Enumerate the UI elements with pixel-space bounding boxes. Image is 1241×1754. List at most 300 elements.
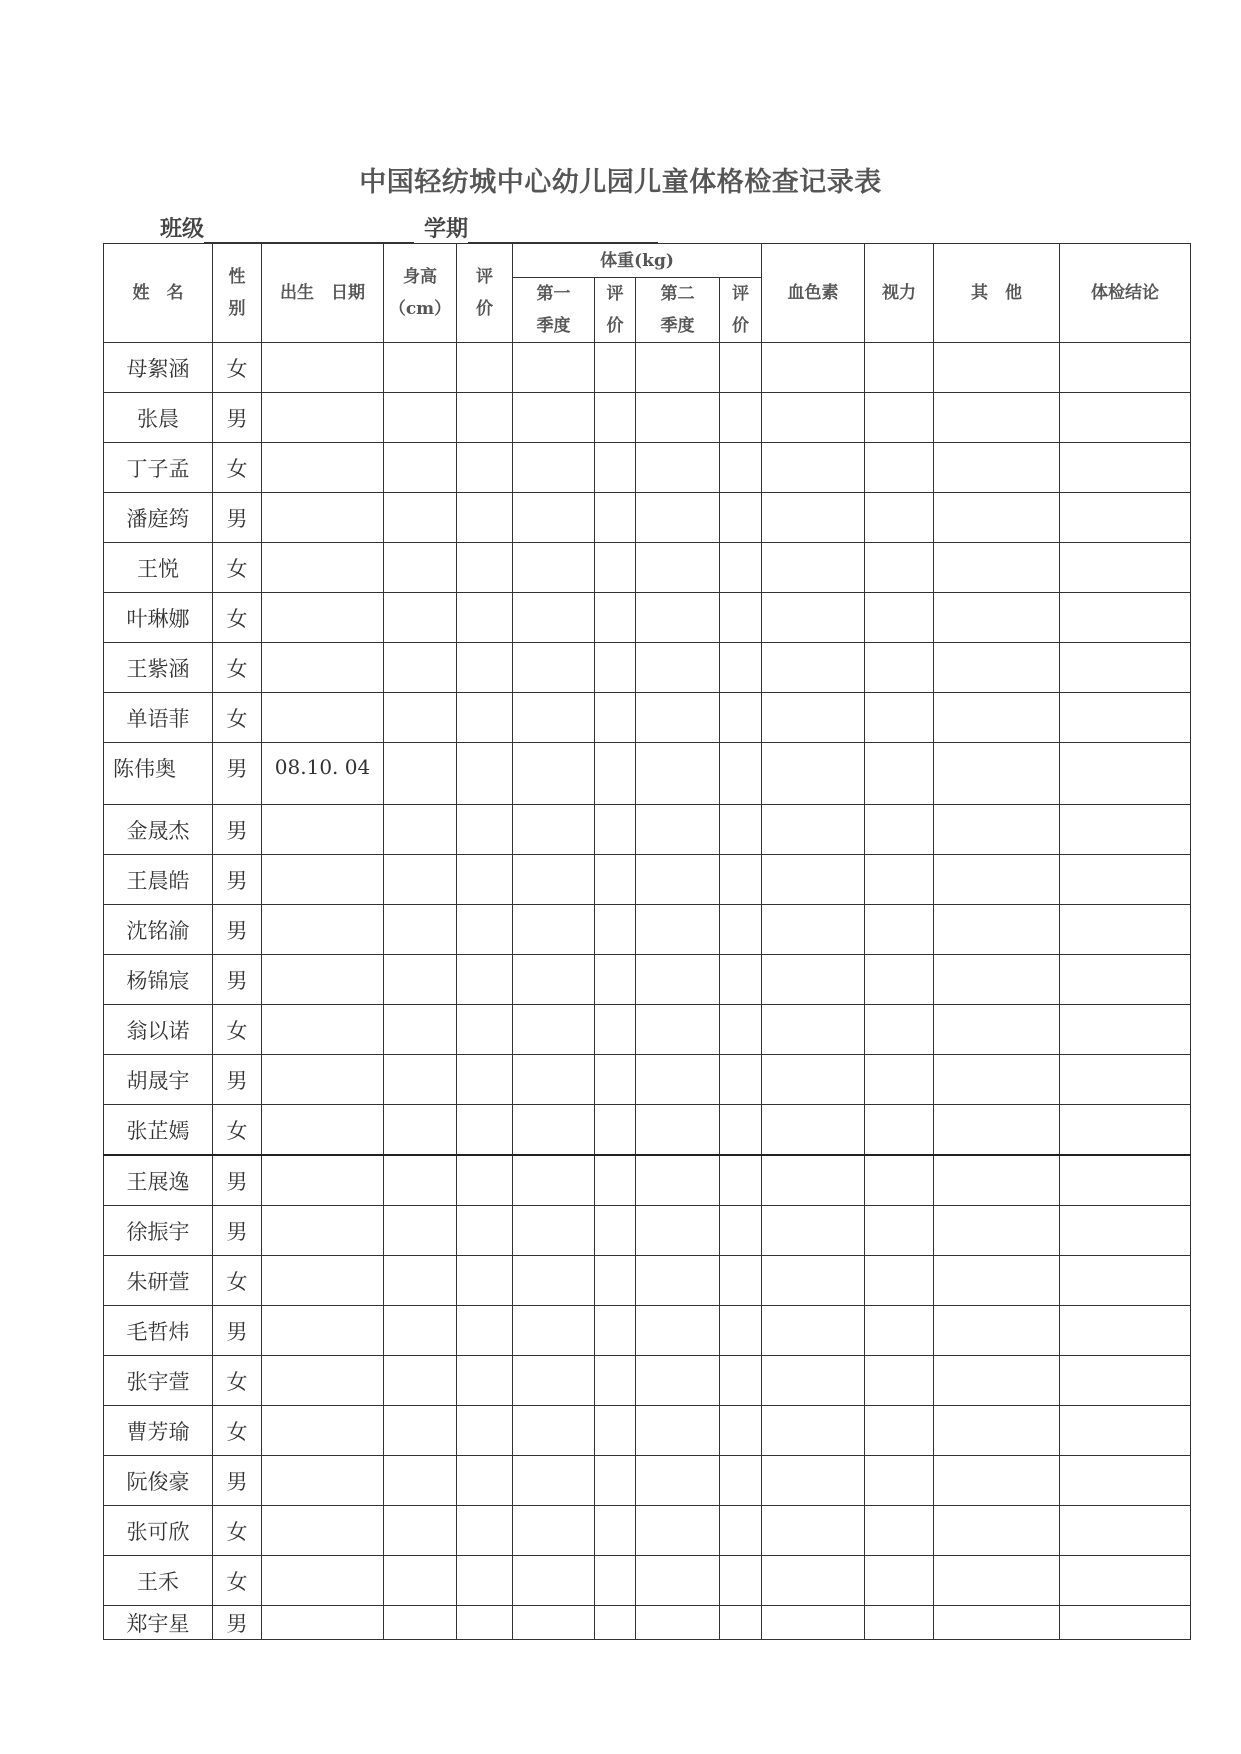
conclusion-cell[interactable] [1060,543,1191,593]
conclusion-cell[interactable] [1060,855,1191,905]
height-eval-cell[interactable] [457,1005,513,1055]
conclusion-cell[interactable] [1060,493,1191,543]
weight-q2-eval-cell[interactable] [720,493,762,543]
weight-q1-eval-cell[interactable] [595,905,636,955]
birth-date-cell[interactable] [262,593,384,643]
table-row [104,443,1191,493]
vision-cell[interactable] [865,1055,934,1105]
weight-q1-eval-cell[interactable] [595,593,636,643]
weight-q2-eval-cell[interactable] [720,643,762,693]
hemoglobin-cell[interactable] [762,805,865,855]
weight-q2-cell[interactable] [636,1606,720,1640]
conclusion-cell[interactable] [1060,1256,1191,1306]
weight-q1-eval-cell[interactable] [595,805,636,855]
weight-q2-cell[interactable] [636,1356,720,1406]
weight-q2-eval-cell[interactable] [720,1556,762,1606]
height-eval-cell[interactable] [457,1155,513,1206]
weight-q2-eval-cell[interactable] [720,1606,762,1640]
weight-q2-eval-cell[interactable] [720,693,762,743]
conclusion-cell[interactable] [1060,693,1191,743]
birth-date-cell[interactable] [262,1105,384,1156]
weight-q2-eval-cell[interactable] [720,593,762,643]
height-cell[interactable] [384,905,457,955]
other-cell[interactable] [934,1005,1060,1055]
weight-q2-cell[interactable] [636,805,720,855]
weight-q2-cell[interactable] [636,1005,720,1055]
student-gender: 女 [213,1556,262,1606]
height-cell[interactable] [384,1556,457,1606]
other-cell[interactable] [934,1606,1060,1640]
hemoglobin-cell[interactable] [762,593,865,643]
birth-date-cell[interactable] [262,1055,384,1105]
weight-q1-cell[interactable] [513,855,595,905]
height-eval-cell[interactable] [457,1256,513,1306]
weight-q1-eval-cell[interactable] [595,1606,636,1640]
height-eval-cell[interactable] [457,543,513,593]
vision-cell[interactable] [865,1556,934,1606]
height-cell[interactable] [384,1406,457,1456]
other-cell[interactable] [934,955,1060,1005]
birth-date-cell[interactable] [262,493,384,543]
other-cell[interactable] [934,593,1060,643]
other-cell[interactable] [934,1105,1060,1156]
birth-date-cell[interactable] [262,1406,384,1456]
hemoglobin-cell[interactable] [762,343,865,393]
conclusion-cell[interactable] [1060,1406,1191,1456]
height-cell[interactable] [384,955,457,1005]
height-eval-cell[interactable] [457,443,513,493]
weight-q1-cell[interactable] [513,343,595,393]
height-cell[interactable] [384,343,457,393]
height-cell[interactable] [384,493,457,543]
table-row [104,805,1191,855]
hemoglobin-cell[interactable] [762,1356,865,1406]
conclusion-cell[interactable] [1060,1606,1191,1640]
vision-cell[interactable] [865,443,934,493]
weight-q1-cell[interactable] [513,1256,595,1306]
other-cell[interactable] [934,805,1060,855]
weight-q1-eval-cell[interactable] [595,1356,636,1406]
height-cell[interactable] [384,1206,457,1256]
weight-q2-cell[interactable] [636,443,720,493]
weight-q2-cell[interactable] [636,543,720,593]
vision-cell[interactable] [865,743,934,805]
other-cell[interactable] [934,1256,1060,1306]
birth-date-cell[interactable] [262,343,384,393]
height-eval-cell[interactable] [457,343,513,393]
weight-q2-cell[interactable] [636,1055,720,1105]
height-eval-cell[interactable] [457,1356,513,1406]
weight-q1-cell[interactable] [513,955,595,1005]
height-cell[interactable] [384,1456,457,1506]
birth-date-cell[interactable] [262,1206,384,1256]
weight-q1-cell[interactable] [513,905,595,955]
height-cell[interactable] [384,1506,457,1556]
birth-date-cell[interactable] [262,1556,384,1606]
weight-q1-eval-cell[interactable] [595,1155,636,1206]
height-eval-cell[interactable] [457,643,513,693]
hemoglobin-cell[interactable] [762,905,865,955]
weight-q2-eval-cell[interactable] [720,1306,762,1356]
weight-q2-eval-cell[interactable] [720,393,762,443]
weight-q1-cell[interactable] [513,543,595,593]
weight-q1-cell[interactable] [513,1506,595,1556]
hemoglobin-cell[interactable] [762,743,865,805]
height-eval-cell[interactable] [457,1556,513,1606]
conclusion-cell[interactable] [1060,1105,1191,1156]
weight-q1-cell[interactable] [513,805,595,855]
hemoglobin-cell[interactable] [762,643,865,693]
weight-q1-eval-cell[interactable] [595,1206,636,1256]
vision-cell[interactable] [865,1256,934,1306]
hemoglobin-cell[interactable] [762,693,865,743]
hemoglobin-cell[interactable] [762,1556,865,1606]
conclusion-cell[interactable] [1060,955,1191,1005]
weight-q2-cell[interactable] [636,1406,720,1456]
height-eval-cell[interactable] [457,805,513,855]
weight-q1-eval-cell[interactable] [595,1506,636,1556]
weight-q1-cell[interactable] [513,1105,595,1156]
height-cell[interactable] [384,543,457,593]
birth-date-cell[interactable] [262,1506,384,1556]
weight-q1-eval-cell[interactable] [595,1556,636,1606]
term-field[interactable] [468,216,658,243]
weight-q1-cell[interactable] [513,1556,595,1606]
height-eval-cell[interactable] [457,693,513,743]
weight-q1-cell[interactable] [513,693,595,743]
height-eval-cell[interactable] [457,1055,513,1105]
student-gender: 女 [213,543,262,593]
vision-cell[interactable] [865,1606,934,1640]
weight-q1-cell[interactable] [513,443,595,493]
height-cell[interactable] [384,1606,457,1640]
weight-q2-eval-cell[interactable] [720,955,762,1005]
weight-q1-eval-cell[interactable] [595,1005,636,1055]
header-other: 其 他 [934,244,1060,343]
weight-q2-cell[interactable] [636,1456,720,1506]
vision-cell[interactable] [865,593,934,643]
other-cell[interactable] [934,1456,1060,1506]
birth-date-cell[interactable] [262,1456,384,1506]
other-cell[interactable] [934,693,1060,743]
weight-q2-eval-cell[interactable] [720,1005,762,1055]
height-eval-cell[interactable] [457,1506,513,1556]
vision-cell[interactable] [865,493,934,543]
birth-date-cell[interactable] [262,1306,384,1356]
weight-q1-eval-cell[interactable] [595,955,636,1005]
height-eval-cell[interactable] [457,393,513,443]
conclusion-cell[interactable] [1060,1206,1191,1256]
weight-q2-eval-cell[interactable] [720,905,762,955]
weight-q2-eval-cell[interactable] [720,1155,762,1206]
weight-q2-eval-cell[interactable] [720,543,762,593]
birth-date-cell[interactable] [262,855,384,905]
weight-q1-eval-cell[interactable] [595,1456,636,1506]
other-cell[interactable] [934,1155,1060,1206]
weight-q2-cell[interactable] [636,743,720,805]
birth-date-cell[interactable]: 08.10. 04 [262,743,384,805]
other-cell[interactable] [934,643,1060,693]
vision-cell[interactable] [865,1306,934,1356]
vision-cell[interactable] [865,693,934,743]
table-row [104,1606,1191,1640]
hemoglobin-cell[interactable] [762,493,865,543]
weight-q1-eval-cell[interactable] [595,393,636,443]
weight-q2-eval-cell[interactable] [720,1105,762,1156]
hemoglobin-cell[interactable] [762,1306,865,1356]
conclusion-cell[interactable] [1060,593,1191,643]
height-eval-cell[interactable] [457,1406,513,1456]
conclusion-cell[interactable] [1060,1356,1191,1406]
height-eval-cell[interactable] [457,955,513,1005]
vision-cell[interactable] [865,643,934,693]
weight-q1-eval-cell[interactable] [595,643,636,693]
header-gender-top: 性 [228,267,246,287]
conclusion-cell[interactable] [1060,1005,1191,1055]
weight-q1-eval-cell[interactable] [595,1105,636,1156]
birth-date-cell[interactable] [262,955,384,1005]
weight-q1-eval-cell[interactable] [595,1406,636,1456]
other-cell[interactable] [934,743,1060,805]
birth-date-cell[interactable] [262,1256,384,1306]
birth-date-cell[interactable] [262,543,384,593]
conclusion-cell[interactable] [1060,443,1191,493]
weight-q1-eval-cell[interactable] [595,443,636,493]
weight-q2-cell[interactable] [636,1256,720,1306]
hemoglobin-cell[interactable] [762,543,865,593]
other-cell[interactable] [934,393,1060,443]
height-cell[interactable] [384,1256,457,1306]
weight-q2-cell[interactable] [636,1206,720,1256]
height-cell[interactable] [384,643,457,693]
other-cell[interactable] [934,1206,1060,1256]
weight-q1-cell[interactable] [513,1005,595,1055]
other-cell[interactable] [934,443,1060,493]
height-cell[interactable] [384,743,457,805]
birth-date-cell[interactable] [262,443,384,493]
conclusion-cell[interactable] [1060,743,1191,805]
birth-date-cell[interactable] [262,805,384,855]
weight-q2-eval-cell[interactable] [720,1406,762,1456]
weight-q2-cell[interactable] [636,693,720,743]
other-cell[interactable] [934,1055,1060,1105]
vision-cell[interactable] [865,1406,934,1456]
hemoglobin-cell[interactable] [762,1055,865,1105]
hemoglobin-cell[interactable] [762,1506,865,1556]
weight-q2-eval-cell[interactable] [720,1506,762,1556]
conclusion-cell[interactable] [1060,905,1191,955]
vision-cell[interactable] [865,1105,934,1156]
height-cell[interactable] [384,1306,457,1356]
vision-cell[interactable] [865,1155,934,1206]
weight-q2-cell[interactable] [636,643,720,693]
hemoglobin-cell[interactable] [762,1206,865,1256]
weight-q2-cell[interactable] [636,493,720,543]
other-cell[interactable] [934,1356,1060,1406]
weight-q2-cell[interactable] [636,1556,720,1606]
weight-q2-eval-cell[interactable] [720,1055,762,1105]
weight-q1-cell[interactable] [513,743,595,805]
height-eval-cell[interactable] [457,1456,513,1506]
height-cell[interactable] [384,1155,457,1206]
vision-cell[interactable] [865,955,934,1005]
other-cell[interactable] [934,343,1060,393]
height-cell[interactable] [384,1055,457,1105]
birth-date-cell[interactable] [262,1356,384,1406]
weight-q1-eval-cell[interactable] [595,343,636,393]
conclusion-cell[interactable] [1060,1556,1191,1606]
height-cell[interactable] [384,693,457,743]
header-hemoglobin: 血色素 [762,244,865,343]
weight-q1-cell[interactable] [513,393,595,443]
weight-q2-cell[interactable] [636,1105,720,1156]
hemoglobin-cell[interactable] [762,1005,865,1055]
birth-date-cell[interactable] [262,393,384,443]
weight-q2-cell[interactable] [636,905,720,955]
weight-q2-eval-cell[interactable] [720,1256,762,1306]
height-eval-cell[interactable] [457,905,513,955]
weight-q2-cell[interactable] [636,1306,720,1356]
conclusion-cell[interactable] [1060,1055,1191,1105]
height-eval-cell[interactable] [457,593,513,643]
birth-date-cell[interactable] [262,693,384,743]
weight-q2-cell[interactable] [636,593,720,643]
height-eval-cell[interactable] [457,855,513,905]
height-cell[interactable] [384,855,457,905]
height-cell[interactable] [384,393,457,443]
hemoglobin-cell[interactable] [762,1105,865,1156]
other-cell[interactable] [934,1306,1060,1356]
weight-q2-eval-cell[interactable] [720,1206,762,1256]
hemoglobin-cell[interactable] [762,1406,865,1456]
height-eval-cell[interactable] [457,1606,513,1640]
weight-q1-cell[interactable] [513,1155,595,1206]
table-row [104,1506,1191,1556]
height-cell[interactable] [384,1005,457,1055]
height-cell[interactable] [384,805,457,855]
birth-date-cell[interactable] [262,1005,384,1055]
weight-q2-cell[interactable] [636,1506,720,1556]
table-row [104,393,1191,443]
hemoglobin-cell[interactable] [762,443,865,493]
birth-date-cell[interactable] [262,1155,384,1206]
weight-q2-eval-cell[interactable] [720,443,762,493]
table-row [104,905,1191,955]
weight-q2-eval-cell[interactable] [720,1456,762,1506]
weight-q1-cell[interactable] [513,1055,595,1105]
conclusion-cell[interactable] [1060,1306,1191,1356]
weight-q2-cell[interactable] [636,393,720,443]
weight-q1-cell[interactable] [513,1306,595,1356]
vision-cell[interactable] [865,1356,934,1406]
hemoglobin-cell[interactable] [762,1606,865,1640]
vision-cell[interactable] [865,393,934,443]
weight-q1-cell[interactable] [513,643,595,693]
weight-q1-cell[interactable] [513,1356,595,1406]
vision-cell[interactable] [865,855,934,905]
weight-q1-eval-cell[interactable] [595,855,636,905]
height-cell[interactable] [384,1105,457,1156]
weight-q1-eval-cell[interactable] [595,543,636,593]
weight-q2-cell[interactable] [636,855,720,905]
weight-q1-cell[interactable] [513,593,595,643]
height-eval-cell[interactable] [457,493,513,543]
class-field[interactable] [204,216,414,243]
hemoglobin-cell[interactable] [762,955,865,1005]
weight-q2-eval-cell[interactable] [720,855,762,905]
height-cell[interactable] [384,1356,457,1406]
weight-q1-cell[interactable] [513,1456,595,1506]
conclusion-cell[interactable] [1060,805,1191,855]
height-cell[interactable] [384,443,457,493]
vision-cell[interactable] [865,343,934,393]
conclusion-cell[interactable] [1060,1456,1191,1506]
weight-q1-cell[interactable] [513,1206,595,1256]
other-cell[interactable] [934,1406,1060,1456]
vision-cell[interactable] [865,805,934,855]
birth-date-cell[interactable] [262,1606,384,1640]
vision-cell[interactable] [865,1005,934,1055]
weight-q2-eval-cell[interactable] [720,343,762,393]
other-cell[interactable] [934,493,1060,543]
weight-q1-eval-cell[interactable] [595,1256,636,1306]
other-cell[interactable] [934,905,1060,955]
other-cell[interactable] [934,1556,1060,1606]
other-cell[interactable] [934,855,1060,905]
weight-q1-eval-cell[interactable] [595,693,636,743]
other-cell[interactable] [934,543,1060,593]
weight-q2-eval-cell[interactable] [720,743,762,805]
hemoglobin-cell[interactable] [762,1155,865,1206]
height-eval-cell[interactable] [457,743,513,805]
height-cell[interactable] [384,593,457,643]
height-eval-cell[interactable] [457,1105,513,1156]
weight-q2-cell[interactable] [636,955,720,1005]
conclusion-cell[interactable] [1060,393,1191,443]
birth-date-cell[interactable] [262,905,384,955]
weight-q2-cell[interactable] [636,1155,720,1206]
weight-q1-eval-cell[interactable] [595,493,636,543]
vision-cell[interactable] [865,1506,934,1556]
height-eval-cell[interactable] [457,1206,513,1256]
hemoglobin-cell[interactable] [762,1256,865,1306]
conclusion-cell[interactable] [1060,643,1191,693]
weight-q2-cell[interactable] [636,343,720,393]
header-eval-top: 评 [476,267,493,287]
vision-cell[interactable] [865,543,934,593]
vision-cell[interactable] [865,905,934,955]
height-eval-cell[interactable] [457,1306,513,1356]
conclusion-cell[interactable] [1060,1506,1191,1556]
conclusion-cell[interactable] [1060,343,1191,393]
other-cell[interactable] [934,1506,1060,1556]
weight-q1-eval-cell[interactable] [595,743,636,805]
weight-q1-eval-cell[interactable] [595,1055,636,1105]
weight-q1-cell[interactable] [513,1606,595,1640]
hemoglobin-cell[interactable] [762,855,865,905]
weight-q1-eval-cell[interactable] [595,1306,636,1356]
hemoglobin-cell[interactable] [762,393,865,443]
hemoglobin-cell[interactable] [762,1456,865,1506]
weight-q2-eval-cell[interactable] [720,805,762,855]
birth-date-cell[interactable] [262,643,384,693]
weight-q2-eval-cell[interactable] [720,1356,762,1406]
vision-cell[interactable] [865,1456,934,1506]
conclusion-cell[interactable] [1060,1155,1191,1206]
vision-cell[interactable] [865,1206,934,1256]
weight-q1-cell[interactable] [513,1406,595,1456]
weight-q1-cell[interactable] [513,493,595,543]
